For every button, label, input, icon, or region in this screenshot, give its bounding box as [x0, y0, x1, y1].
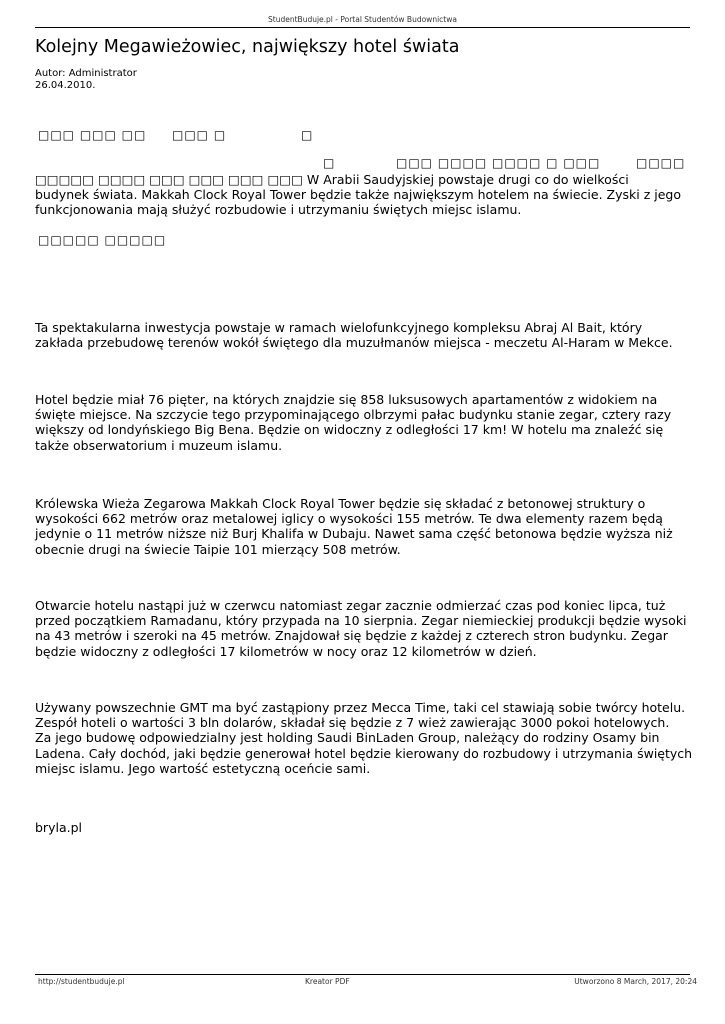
- text-line: obecnie drugi na świecie Taipie 101 mierzący 508 metrów.: [35, 541, 401, 557]
- glyph-placeholder: □: [323, 156, 336, 170]
- text-line: święte miejsce. Na szczycie tego przypominającego olbrzymi pałac budynku stanie zegar, cztery razy: [35, 407, 672, 423]
- glyph-placeholder: □□□ □: [172, 128, 227, 142]
- text-line: Ladena. Cały dochód, jaki będzie generował hotel będzie kierowany do rozbudowy i utrzymania świętych: [35, 745, 693, 761]
- text-line: Używany powszechnie GMT ma być zastąpiony przez Mecca Time, taki cel stawiają sobie twórcy hotelu.: [35, 700, 686, 715]
- glyph-placeholder: □: [301, 128, 314, 142]
- text-line: budynek świata. Makkah Clock Royal Tower będzie także największym hotelem na świecie. Zyski z jego: [35, 187, 681, 203]
- text-line: Ta spektakularna inwestycja powstaje w ramach wielofunkcyjnego kompleksu Abraj Al Bait, który: [35, 320, 643, 335]
- header-divider: [35, 27, 690, 28]
- text-line: jedynie o 11 metrów niższe niż Burj Khalifa w Dubaju. Nawet sama część betonowa będzie wyższa niż: [35, 526, 673, 542]
- glyph-placeholder: □□□ □□□□ □□□□ □ □□□: [396, 156, 601, 170]
- text-line: miejsc islamu. Jego wartość estetyczną oceńcie sami.: [35, 760, 371, 776]
- text-line: na 43 metrów i szeroki na 45 metrów. Znajdował się będzie z każdej z czterech stron budynku. Zegar: [35, 628, 668, 644]
- text-line: □□□□□ □□□□ □□□ □□□ □□□ □□□ W Arabii Saudyjskiej powstaje drugi co do wielkości: [35, 172, 629, 187]
- text-line: Otwarcie hotelu nastąpi już w czerwcu natomiast zegar zacznie odmierzać czas pod koniec lipca, tuż: [35, 598, 666, 613]
- footer-divider: [35, 974, 690, 975]
- footer-generator: Kreator PDF: [305, 977, 350, 986]
- article-date: 26.04.2010.: [35, 80, 96, 91]
- text-line: Zespół hoteli o wartości 3 bln dolarów, składał się będzie z 7 wież zawierając 3000 pokoi hotelowych.: [35, 715, 670, 731]
- footer-url: http://studentbuduje.pl: [38, 977, 125, 986]
- article-title: Kolejny Megawieżowiec, największy hotel świata: [35, 37, 460, 57]
- text-line: także obserwatorium i muzeum islamu.: [35, 437, 283, 453]
- article-paragraph: [35, 320, 690, 350]
- page-header-site: StudentBuduje.pl - Portal Studentów Budownictwa: [268, 15, 457, 24]
- text-line: zakłada przebudowę terenów wokół świętego dla muzułmanów miejsca - meczetu Al-Haram w Mekce.: [35, 335, 673, 351]
- article-paragraph: [35, 598, 690, 659]
- footer-created: Utworzono 8 March, 2017, 20:24: [574, 977, 697, 986]
- glyph-placeholder: □□□□: [636, 156, 686, 170]
- article-paragraph: [35, 700, 693, 776]
- glyph-placeholder: □□□□□ □□□□□: [38, 233, 167, 247]
- article-source: bryla.pl: [35, 820, 82, 835]
- article-paragraph: [35, 392, 690, 453]
- text-line: Hotel będzie miał 76 pięter, na których znajdzie się 858 luksusowych apartamentów z widokiem na: [35, 392, 658, 407]
- text-line: większy od londyńskiego Big Bena. Będzie on widoczny z odległości 17 km! W hotelu ma znaleźć się: [35, 422, 664, 438]
- article-intro: [35, 172, 690, 218]
- text-line: Królewska Wieża Zegarowa Makkah Clock Royal Tower będzie się składać z betonowej struktury o: [35, 496, 646, 511]
- article-author: Autor: Administrator: [35, 68, 137, 79]
- text-line: Za jego budowę odpowiedzialny jest holding Saudi BinLaden Group, należący do rodziny Osamy bin: [35, 730, 660, 746]
- glyph-placeholder: □□□ □□□ □□: [38, 128, 147, 142]
- text-line: funkcjonowania mają służyć rozbudowie i utrzymaniu świętych miejsc islamu.: [35, 202, 522, 218]
- text-line: wysokości 662 metrów oraz metalowej iglicy o wysokości 155 metrów. Te dwa elementy razem będą: [35, 511, 663, 527]
- text-line: będzie widoczny z odległości 17 kilometrów w nocy oraz 12 kilometrów w dzień.: [35, 643, 537, 659]
- article-paragraph: [35, 496, 690, 557]
- text-line: przed początkiem Ramadanu, który przypada na 10 sierpnia. Zegar niemieckiej produkcji będzie wysoki: [35, 613, 687, 629]
